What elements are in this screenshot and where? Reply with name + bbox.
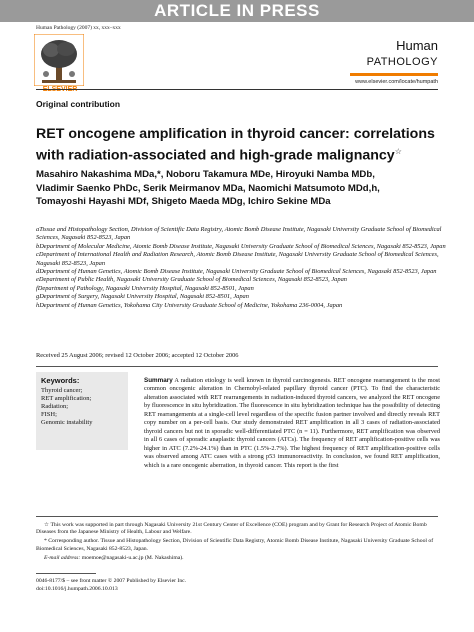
affiliation-item: gDepartment of Surgery, Nagasaki University Hospital, Nagasaki 852-8501, Japan	[36, 293, 249, 301]
journal-title-line1: Human	[396, 38, 438, 53]
journal-reference: Human Pathology (2007) xx, xxx–xxx	[36, 25, 121, 31]
affiliation-item: hDepartment of Human Genetics, Yokohama City University Graduate School of Medicine, Yokohama 236-0004, Japan	[36, 301, 343, 309]
footnote-star-icon: ☆	[44, 522, 50, 528]
abstract-bottom-rule	[36, 516, 438, 517]
keyword-item: RET amplification;	[41, 395, 92, 402]
email-footnote	[36, 555, 440, 562]
affiliation-item: fDepartment of Pathology, Nagasaki University Hospital, Nagasaki 852-8501, Japan	[36, 284, 254, 292]
affiliation-item: eDepartment of Public Health, Nagasaki University Graduate School of Biomedical Sciences, Nagasaki 852-8523, Japan	[36, 276, 347, 284]
article-title-text: RET oncogene amplification in thyroid cancer: correlations with radiation-associated and high-grade malignancy	[36, 126, 435, 164]
keyword-item: FISH;	[41, 411, 57, 418]
keyword-item: Radiation;	[41, 403, 69, 410]
copyright-line: 0046-8177/$ – see front matter © 2007 Published by Elsevier Inc.	[36, 578, 187, 584]
abstract-top-rule	[36, 366, 438, 367]
author-line-1: Masahiro Nakashima MDa,*, Noboru Takamura MDe, Hiroyuki Namba MDb,	[36, 169, 375, 180]
title-footnote-star-icon: ☆	[394, 147, 402, 156]
author-line-3: Tomayoshi Hayashi MDf, Shigeto Maeda MDg, Ichiro Sekine MDa	[36, 196, 331, 207]
journal-accent-rule	[350, 73, 438, 76]
keywords-box	[36, 372, 128, 450]
affiliation-item: cDepartment of International Health and Radiation Research, Atomic Bomb Disease Institute, Nagasaki University Graduate School of Biomedical Sciences, Nagasaki 852-8523, Japan	[36, 251, 439, 267]
copyright-block	[36, 578, 186, 593]
header-divider	[36, 89, 438, 90]
journal-title-line2: PATHOLOGY	[366, 56, 438, 68]
affiliation-item: dDepartment of Human Genetics, Atomic Bomb Disease Institute, Nagasaki University Graduate School of Biomedical Sciences, Nagasaki 852-8523, Japan	[36, 268, 437, 276]
funding-footnote	[36, 522, 440, 536]
section-label: Original contribution	[36, 99, 121, 109]
keyword-item: Genomic instability	[41, 419, 93, 426]
elsevier-tree-logo-icon	[34, 34, 84, 86]
affiliation-item: aTissue and Histopathology Section, Division of Scientific Data Registry, Atomic Bomb Disease Institute, Nagasaki University Graduate School of Biomedical Sciences, Nagasaki 852-8523, Japan	[36, 226, 442, 242]
affiliation-item: bDepartment of Molecular Medicine, Atomic Bomb Disease Institute, Nagasaki University Graduate School of Biomedical Sciences, Nagasaki 852-8523, Japan	[36, 242, 446, 250]
author-list	[36, 168, 446, 209]
abstract-text: A radiation etiology is well known in thyroid carcinogenesis. RET oncogene rearrangement is the most common oncogenic alteration in Chernobyl-related papillary thyroid cancer (PTC). To find the characteristic alteration associated with RET rearrangements in radiation-induced thyroid cancers, we analyzed the RET oncogene by fluorescence in situ hybridization. The fluorescence in situ hybridization technique has the possibility of detecting RET rearrangements at a single-cell level regardless of the specific fusion partner involved and directly reveals RET copy number on a per-cell basis. Our study demonstrated RET amplification in all 3 cases of radiation-associated thyroid cancers but not in sporadic well-differentiated PTC (n = 11). Furthermore, RET amplification was observed in all 6 cases of sporadic anaplastic thyroid cancers (ATCs). The frequency of RET amplification-positive cells was higher in ATC (7.2%-24.1%) than in PTC (1.5%-2.7%). The highest frequency of RET amplification-positive cells was observed among ATC cases with a strong p53 immunoreactivity. In conclusion, we found RET amplification, which is a rare oncogenic aberration, in thyroid cancer. This report is the first	[144, 377, 440, 469]
email-label: E-mail address:	[44, 554, 81, 561]
abstract-label: Summary	[144, 377, 173, 384]
article-title	[36, 125, 441, 165]
received-dates: Received 25 August 2006; revised 12 October 2006; accepted 12 October 2006	[36, 352, 239, 359]
abstract	[144, 377, 440, 470]
email-address[interactable]: moemoe@nagasaki-u.ac.jp (M. Nakashima).	[81, 554, 184, 561]
corresponding-author-footnote: * Corresponding author. Tissue and Histopathology Section, Division of Scientific Data Registry, Atomic Bomb Disease Institute, Nagasaki University Graduate School of Biomedical Sciences, Nagasaki 852-8523, Japan.	[36, 538, 434, 552]
keywords-heading: Keywords:	[41, 376, 80, 385]
funding-footnote-text: This work was supported in part through Nagasaki University 21st Century Center of Excellence (COE) program and by Grant for Research Project of Atomic Bomb Diseases from the Japanese Ministry of Health, Labour and Welfare.	[36, 522, 427, 536]
footnotes	[36, 522, 440, 564]
doi-line[interactable]: doi:10.1016/j.humpath.2006.10.013	[36, 585, 118, 592]
affiliations	[36, 226, 446, 310]
author-line-2: Vladimir Saenko PhDc, Serik Meirmanov MDa, Naomichi Matsumoto MDd,h,	[36, 182, 380, 194]
article-in-press-banner: ARTICLE IN PRESS	[0, 0, 474, 22]
journal-url[interactable]: www.elsevier.com/locate/humpath	[355, 79, 438, 85]
keyword-item: Thyroid cancer;	[41, 387, 83, 394]
copyright-rule	[36, 573, 96, 574]
